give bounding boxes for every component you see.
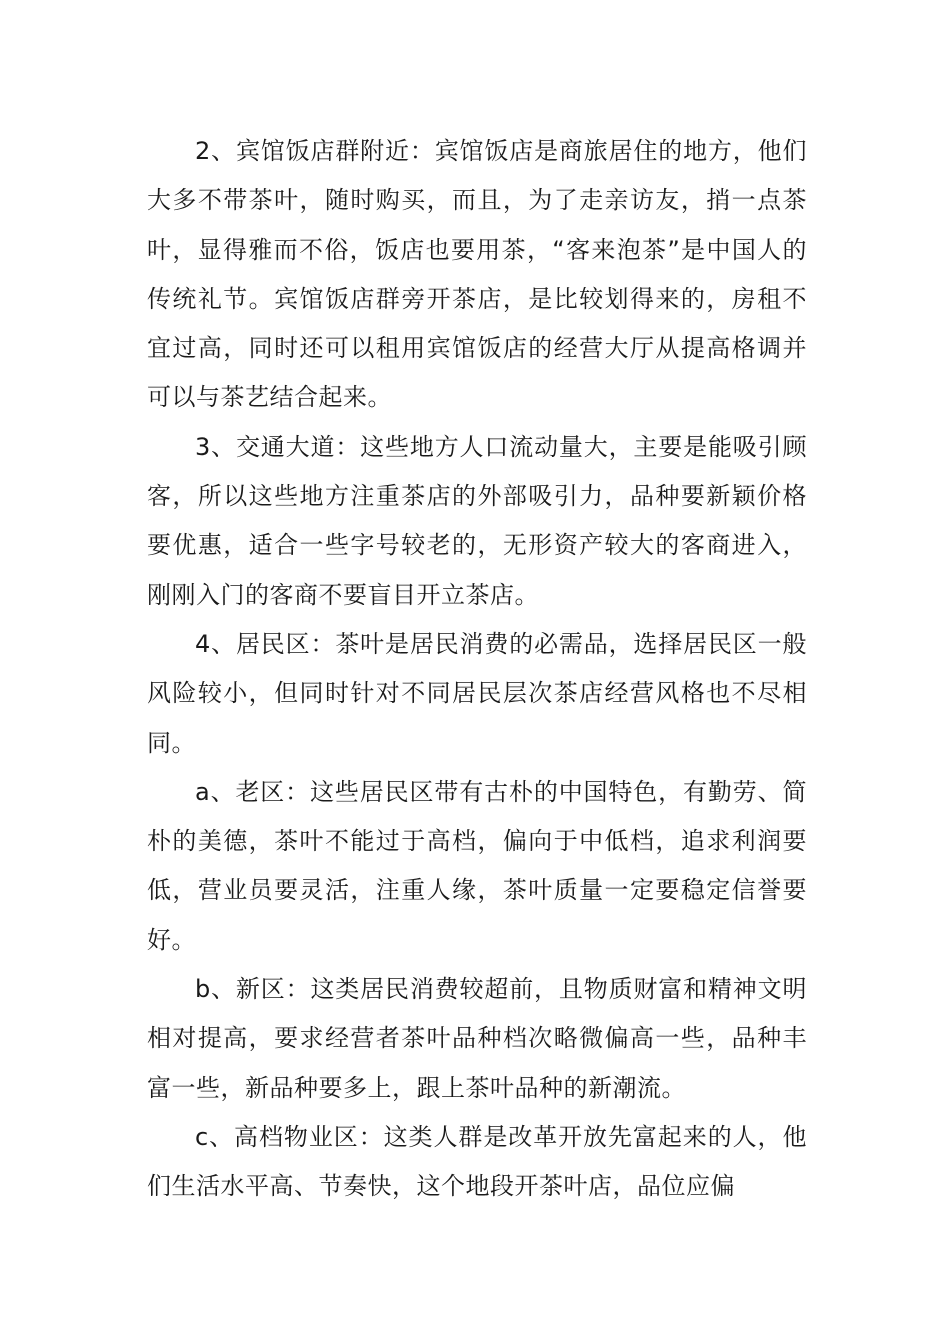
document-body [147,127,807,1212]
paragraph-residential: 4、居民区：茶叶是居民消费的必需品，选择居民区一般风险较小，但同时针对不同居民层次茶店经营风格也不尽相同。 [147,629,807,757]
paragraph-hotels: 2、宾馆饭店群附近：宾馆饭店是商旅居住的地方，他们大多不带茶叶，随时购买，而且，为了走亲访友，捎一点茶叶，显得雅而不俗，饭店也要用茶，“客来泡茶”是中国人的传统礼节。宾馆饭店群旁开茶店，是比较划得来的，房租不宜过高，同时还可以租用宾馆饭店的经营大厅从提高格调并可以与茶艺结合起来。 [147,137,807,412]
paragraph-upscale-district: c、高档物业区：这类人群是改革开放先富起来的人，他们生活水平高、节奏快，这个地段开茶叶店，品位应偏 [147,1122,807,1201]
paragraph-new-district: b、新区：这类居民消费较超前，且物质财富和精神文明相对提高，要求经营者茶叶品种档次略微偏高一些，品种丰富一些，新品种要多上，跟上茶叶品种的新潮流。 [147,975,807,1102]
paragraph-old-district: a、老区：这些居民区带有古朴的中国特色，有勤劳、简朴的美德，茶叶不能过于高档，偏向于中低档，追求利润要低，营业员要灵活，注重人缘，茶叶质量一定要稳定信誉要好。 [147,777,807,954]
paragraph-main-roads: 3、交通大道：这些地方人口流动量大，主要是能吸引顾客，所以这些地方注重茶店的外部吸引力，品种要新颖价格要优惠，适合一些字号较老的，无形资产较大的客商进入，刚刚入门的客商不要盲目开立茶店。 [147,432,807,609]
